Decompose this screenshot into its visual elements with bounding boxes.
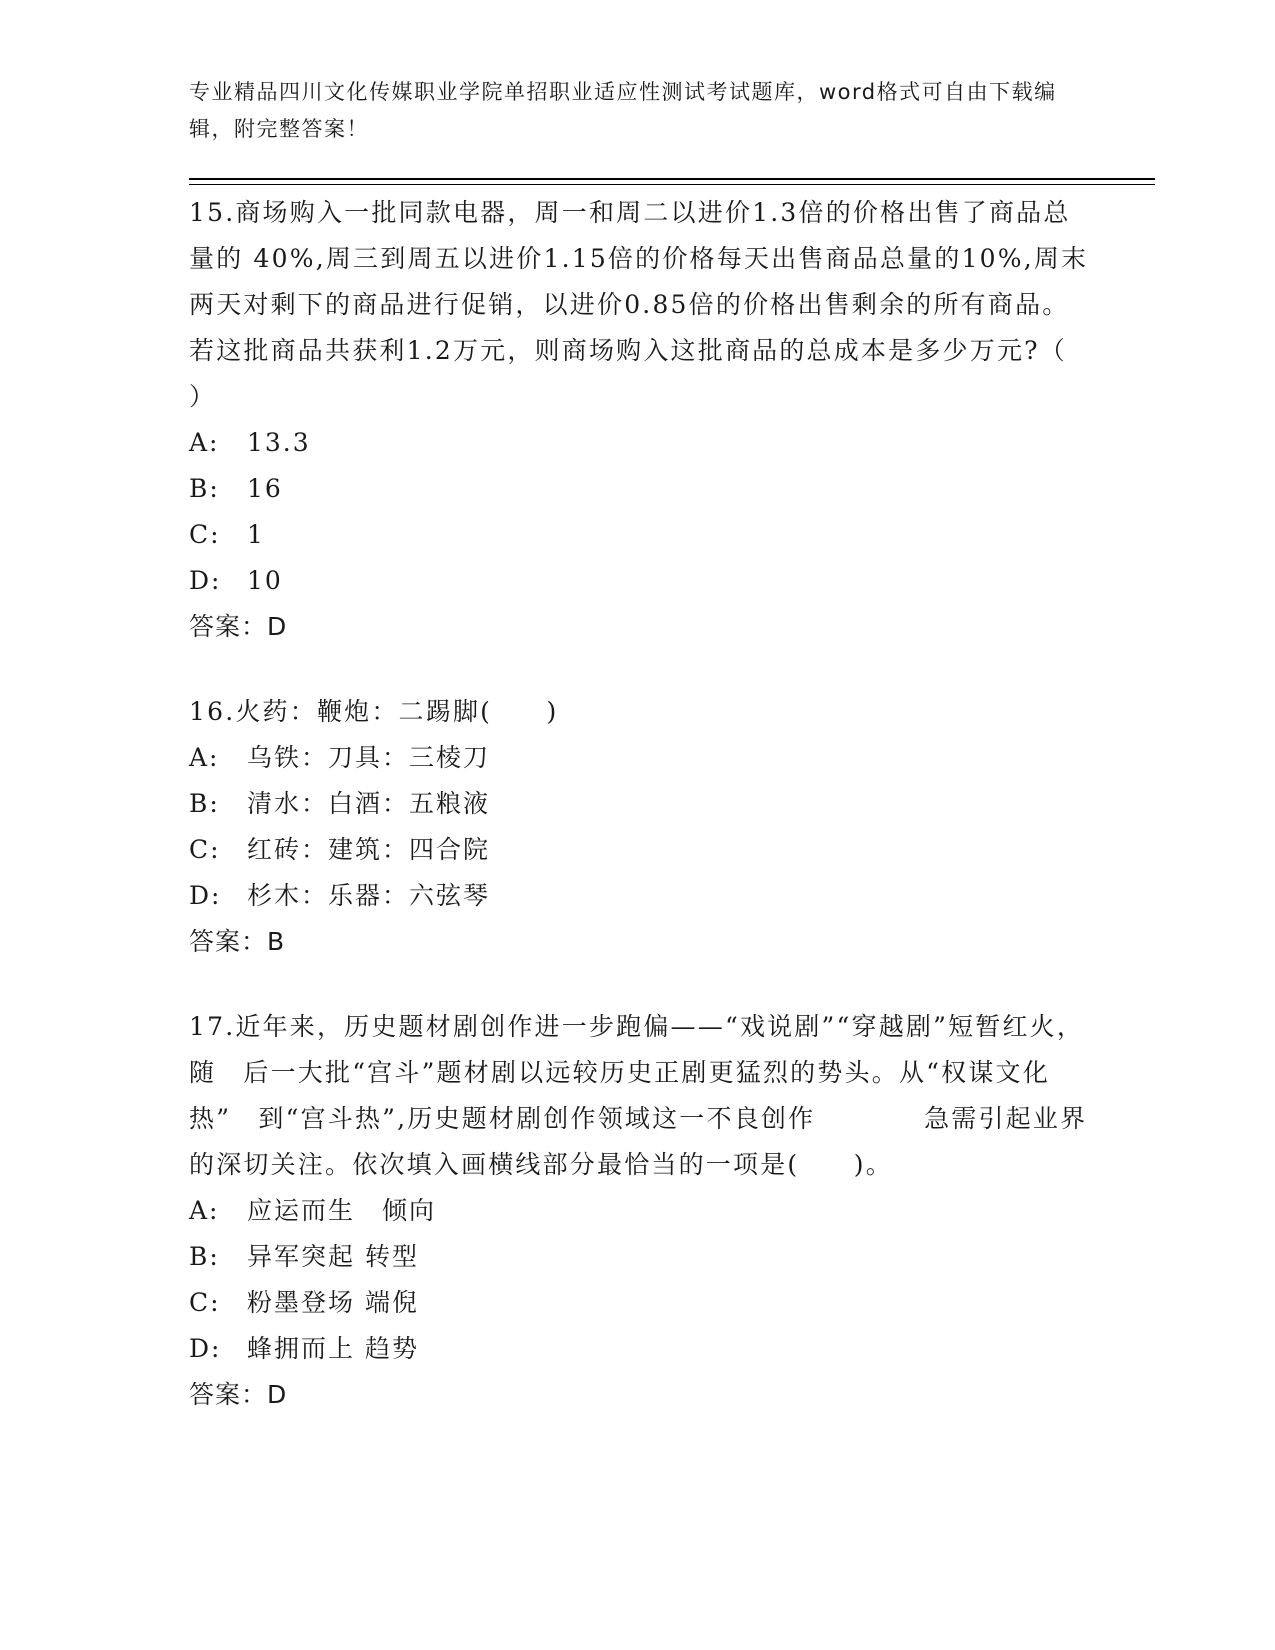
option-key: C: [189,520,221,549]
answer-line: 答案：B [189,927,286,956]
answer-line: 答案：D [189,1380,288,1409]
question-stem: 16.火药：鞭炮：二踢脚( ) [189,697,559,726]
option-key: A: [189,1196,220,1225]
option-a [189,420,1089,466]
option-b [189,1234,1089,1280]
option-a [189,1188,1089,1234]
option-text: 1 [247,520,265,549]
option-key: B: [189,1242,220,1271]
question-17 [189,1004,1089,1418]
option-d [189,558,1089,604]
option-key: A: [189,743,220,772]
option-c [189,827,1089,873]
option-key: B: [189,789,220,818]
option-b [189,781,1089,827]
option-a [189,735,1089,781]
option-text: 粉墨登场 端倪 [247,1288,419,1317]
option-key: D: [189,566,222,595]
option-text: 杉木：乐器：六弦琴 [247,881,491,910]
option-key: D: [189,1334,222,1363]
option-text: 异军突起 转型 [247,1242,419,1271]
option-text: 清水：白酒：五粮液 [247,789,491,818]
question-15 [189,190,1122,650]
option-d [189,1326,1089,1372]
option-text: 10 [247,566,283,595]
option-text: 16 [247,474,283,503]
question-list [189,190,1122,1457]
question-stem: 15.商场购入一批同款电器，周一和周二以进价1.3倍的价格出售了商品总量的 40%,周三到周五以进价1.15倍的价格每天出售商品总量的10%,周末两天对剩下的商品进行促销，以进价0.85倍的价格出售剩余的所有商品。若这批商品共获利1.2万元，则商场购入这批商品的总成本是多少万元?（ ） [189,198,1122,411]
option-text: 蜂拥而上 趋势 [247,1334,419,1363]
option-d [189,873,1089,919]
question-16 [189,689,1089,965]
header-divider-thin [189,184,1155,185]
option-c [189,1280,1089,1326]
option-c [189,512,1089,558]
option-key: D: [189,881,222,910]
option-text: 红砖：建筑：四合院 [247,835,491,864]
option-b [189,466,1089,512]
option-text: 应运而生 倾向 [247,1196,437,1225]
answer-line: 答案：D [189,612,288,641]
option-text: 乌铁：刀具：三棱刀 [247,743,491,772]
option-key: C: [189,835,221,864]
option-key: A: [189,428,220,457]
document-header: 专业精品四川文化传媒职业学院单招职业适应性测试考试题库，word格式可自由下载编辑，附完整答案！ [189,80,1057,141]
option-key: B: [189,474,220,503]
option-key: C: [189,1288,221,1317]
question-stem: 17.近年来，历史题材剧创作进一步跑偏——“戏说剧”“穿越剧”短暂红火，随 后一大批“宫斗”题材剧以远较历史正剧更猛烈的势头。从“权谋文化热” 到“宫斗热”,历史题材剧创作领域这一不良创作 急需引起业界的深切关注。依次填入画横线部分最恰当的一项是( )。 [189,1012,1088,1179]
header-divider-thick [189,178,1155,180]
option-text: 13.3 [247,428,311,457]
